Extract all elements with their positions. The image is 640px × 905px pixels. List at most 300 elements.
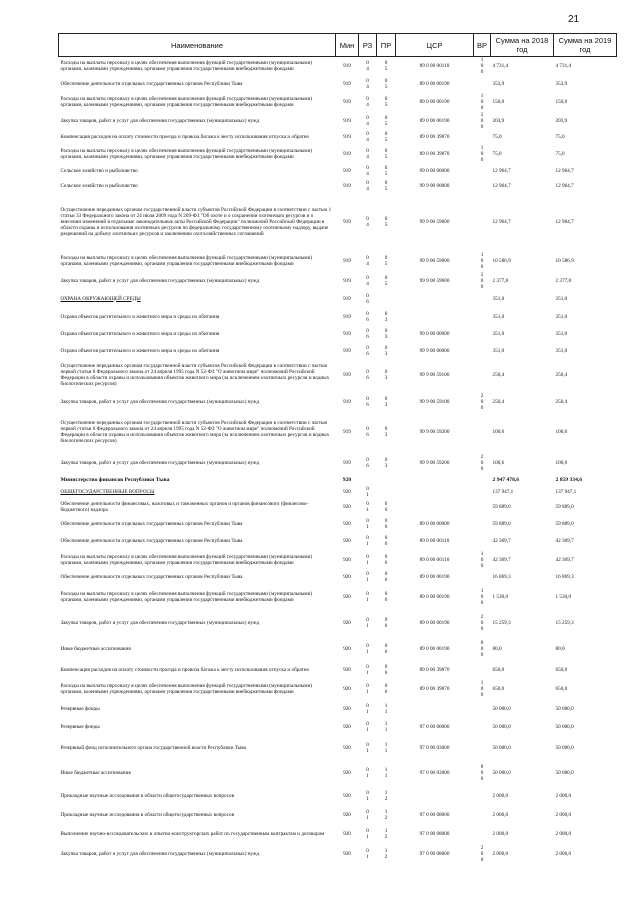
row-pr: 0 6 — [384, 554, 388, 566]
row-sum-2018: 12 964,7 — [492, 183, 511, 189]
row-pr: 0 6 — [384, 571, 388, 583]
row-rz: 0 4 — [366, 215, 369, 228]
table-row — [59, 806, 617, 825]
row-rz: 0 6 — [366, 310, 369, 323]
row-sum-2018: 1 530,0 — [492, 593, 509, 600]
row-name: ОБЩЕГОСУДАРСТВЕННЫЕ ВОПРОСЫ — [60, 489, 155, 495]
row-sum-2018: 100,6 — [492, 428, 505, 435]
row-min: 920 — [343, 504, 351, 510]
row-csr: 89 0 00 39870 — [419, 151, 450, 157]
row-csr: 97 0 00 08000 — [419, 851, 450, 857]
row-vr — [474, 76, 491, 93]
row-vr — [474, 164, 491, 179]
row-sum-2018: 351,0 — [492, 347, 505, 354]
row-name: Расходы на выплаты персоналу в целях обеспечения выполнения функций государственными (муниципальными) органами, казенными учреждениями, органами управления государственными внебюджетными фондами — [60, 148, 313, 160]
row-min: 920 — [343, 574, 351, 580]
row-vr: 2 0 0 — [480, 111, 484, 130]
row-name: Закупка товаров, работ и услуг для обеспечения государственных (муниципальных) нужд — [60, 851, 260, 857]
row-pr: 0 6 — [384, 682, 388, 695]
row-min: 920 — [343, 619, 351, 626]
row-csr — [396, 700, 474, 718]
row-csr: 99 9 00 59200 — [419, 428, 450, 435]
row-csr: 97 0 00 08000 — [419, 830, 450, 837]
row-csr: 97 0 00 08000 — [419, 812, 450, 818]
row-csr — [396, 308, 474, 326]
row-rz: 0 1 — [366, 486, 369, 498]
row-rz: 0 4 — [366, 78, 369, 90]
row-pr: 0 5 — [384, 215, 388, 228]
row-csr: 99 9 00 00000 — [419, 183, 450, 189]
row-sum-2018: 353,9 — [492, 81, 505, 87]
row-sum-2018: 2 947 478,6 — [492, 477, 520, 483]
row-vr: 1 0 0 — [480, 93, 484, 111]
row-csr: 89 0 00 00190 — [419, 117, 450, 124]
row-min: 919 — [343, 134, 351, 140]
row-sum-2018: 16 869,3 — [492, 574, 511, 580]
row-sum-2019: 353,9 — [555, 81, 568, 87]
row-sum-2018: 250,4 — [492, 372, 505, 378]
row-sum-2019: 250,4 — [555, 398, 568, 405]
table-row — [59, 700, 617, 718]
table-row — [59, 179, 617, 194]
row-name: Расходы на выплаты персоналу в целях обеспечения выполнения функций государственными (муниципальными) органами, казенными учреждениями, органами управления государственными внебюджетными фондами — [60, 682, 313, 695]
row-rz: 0 1 — [366, 809, 369, 821]
row-name: Сельское хозяйство и рыболовство — [60, 183, 138, 189]
row-vr — [474, 718, 491, 736]
row-sum-2018: 4 731,4 — [492, 63, 509, 70]
row-vr: 8 0 0 — [480, 763, 484, 782]
row-rz: 0 4 — [366, 254, 369, 267]
row-rz: 0 1 — [366, 642, 369, 655]
row-rz: 0 1 — [366, 720, 369, 733]
row-sum-2018: 137 947,1 — [492, 489, 514, 495]
row-csr — [396, 786, 474, 806]
row-vr — [474, 308, 491, 326]
row-vr — [474, 533, 491, 550]
row-name: Обеспечение деятельности отдельных государственных органов Республики Тыва — [60, 81, 243, 87]
row-vr — [474, 786, 491, 806]
row-vr: 2 0 0 — [480, 845, 484, 863]
row-name: Закупка товаров, работ и услуг для обеспечения государственных (муниципальных) нужд — [60, 117, 260, 124]
table-row — [59, 359, 617, 392]
row-min: 919 — [343, 295, 351, 302]
row-sum-2019: 4 731,4 — [555, 63, 572, 70]
row-sum-2019: 650,0 — [555, 666, 568, 673]
row-sum-2019: 2 000,0 — [555, 812, 572, 818]
row-sum-2018: 50 000,0 — [492, 744, 511, 751]
table-row — [59, 516, 617, 533]
row-pr: 0 5 — [384, 96, 388, 108]
row-sum-2018: 351,0 — [492, 331, 505, 337]
row-vr — [474, 571, 491, 584]
row-sum-2018: 650,0 — [492, 666, 505, 673]
table-row — [59, 290, 617, 308]
row-pr: 0 5 — [384, 148, 388, 160]
row-rz: 0 6 — [366, 395, 369, 408]
row-rz: 0 1 — [366, 848, 369, 860]
row-min: 920 — [343, 769, 351, 776]
row-name: Расходы на выплаты персоналу в целях обеспечения выполнения функций государственными (муниципальными) органами, казенными учреждениями, органами управления государственными внебюджетными фондами — [60, 554, 313, 566]
row-csr: 89 0 00 00190 — [419, 593, 450, 600]
row-min: 919 — [343, 183, 351, 189]
row-rz: 0 4 — [366, 274, 369, 287]
row-vr — [474, 662, 491, 678]
row-name: Закупка товаров, работ и услуг для обеспечения государственных (муниципальных) нужд — [60, 619, 260, 626]
row-rz: 0 4 — [366, 148, 369, 160]
row-vr: 1 0 0 — [480, 551, 484, 569]
row-min: 920 — [343, 593, 351, 600]
row-pr: 1 1 — [384, 766, 388, 779]
row-sum-2019: 100,6 — [555, 428, 568, 435]
row-sum-2019: 1 530,0 — [555, 593, 572, 600]
header-vr: ВР — [474, 34, 491, 57]
row-sum-2019: 12 964,7 — [555, 218, 574, 225]
row-name: Осуществление переданных органам государственной власти субъектов Российской Федерации в соответствии с частью 1 статьи 33 Федерального закона от 24 июля 2009 года N 209-ФЗ "Об охоте и о сохранении охотничьих ресурсов и о внесении изменений в отдельные законодательные акты Российской Федерации" полномочий Российской Федерации в области охраны и использования охотничьих ресурсов по федеральному государственному охотничьему надзору, выдаче разрешений на добычу охотничьих ресурсов и заключению охотхозяйственных соглашений — [60, 206, 332, 237]
row-pr — [377, 486, 396, 499]
table-row — [59, 250, 617, 272]
row-min: 920 — [343, 557, 351, 563]
row-rz: 0 6 — [366, 292, 369, 305]
row-pr: 1 2 — [384, 809, 388, 821]
row-vr: 8 0 0 — [480, 639, 484, 658]
header-sum-2018: Сумма на 2018 год — [491, 34, 554, 57]
table-row — [59, 533, 617, 550]
row-sum-2019: 50 000,0 — [555, 723, 574, 730]
row-csr: 89 0 00 00110 — [419, 63, 450, 70]
row-sum-2019: 50 000,0 — [555, 705, 574, 712]
row-sum-2019: 100,6 — [555, 460, 568, 466]
row-csr: 89 0 00 00110 — [419, 538, 450, 544]
table-row — [59, 843, 617, 866]
row-rz: 0 4 — [366, 165, 369, 177]
row-min: 920 — [343, 851, 351, 857]
row-sum-2018: 80,0 — [492, 645, 502, 652]
row-sum-2019: 150,0 — [555, 99, 568, 105]
row-pr: 0 6 — [384, 642, 388, 655]
row-min: 920 — [343, 521, 351, 527]
table-row — [59, 164, 617, 179]
row-rz: 0 1 — [366, 789, 369, 802]
row-csr: 99 9 00 00000 — [419, 347, 450, 354]
row-csr: 89 0 00 00190 — [419, 574, 450, 580]
row-csr: 89 0 00 00110 — [419, 557, 450, 563]
row-rz: 0 1 — [366, 518, 369, 530]
row-vr — [474, 486, 491, 499]
row-sum-2019: 351,0 — [555, 331, 568, 337]
table-row — [59, 760, 617, 786]
row-rz: 0 6 — [366, 369, 369, 381]
row-rz: 0 1 — [366, 827, 369, 840]
row-pr: 1 2 — [384, 789, 388, 802]
row-name: Сельское хозяйство и рыболовство — [60, 168, 138, 174]
row-pr: 0 5 — [384, 114, 388, 127]
table-row — [59, 678, 617, 700]
row-vr — [474, 194, 491, 250]
row-sum-2019: 2 859 334,6 — [555, 477, 583, 483]
row-rz: 0 6 — [366, 457, 369, 469]
row-sum-2018: 59 889,0 — [492, 504, 511, 510]
row-vr — [474, 343, 491, 359]
row-rz: 0 1 — [366, 501, 369, 513]
table-row — [59, 57, 617, 76]
row-vr: 2 0 0 — [480, 613, 484, 632]
row-pr: 1 2 — [384, 827, 388, 840]
header-name: Наименование — [59, 34, 336, 57]
row-name: Расходы на выплаты персоналу в целях обеспечения выполнения функций государственными (муниципальными) органами, казенными учреждениями, органами управления государственными внебюджетными фондами — [60, 590, 313, 603]
row-name: Прикладные научные исследования в области общегосударственных вопросов — [60, 812, 235, 818]
table-row — [59, 308, 617, 326]
row-vr: 1 0 0 — [480, 679, 484, 698]
table-row — [59, 486, 617, 499]
row-vr: 1 0 0 — [480, 251, 484, 270]
row-pr: 0 3 — [384, 328, 388, 340]
row-csr: 97 0 00 00000 — [419, 723, 450, 730]
row-min: 919 — [343, 372, 351, 378]
row-name: Охрана объектов растительного и животного мира и среды их обитания — [60, 313, 220, 320]
row-name: Охрана объектов растительного и животного мира и среды их обитания — [60, 347, 220, 354]
row-pr: 1 1 — [384, 741, 388, 754]
table-row — [59, 610, 617, 636]
row-rz: 0 1 — [366, 682, 369, 695]
row-sum-2018: 351,0 — [492, 313, 505, 320]
row-sum-2019: 2 377,8 — [555, 277, 572, 284]
row-name: Резервные фонды — [60, 723, 100, 730]
table-row — [59, 392, 617, 412]
table-row — [59, 571, 617, 584]
row-sum-2018: 42 369,7 — [492, 538, 511, 544]
row-vr — [474, 736, 491, 760]
row-min: 920 — [343, 645, 351, 652]
row-sum-2018: 15 259,3 — [492, 619, 511, 626]
row-sum-2018: 2 000,0 — [492, 792, 509, 799]
row-csr: 99 9 00 59600 — [419, 277, 450, 284]
row-pr: 0 5 — [384, 60, 388, 73]
row-name: Закупка товаров, работ и услуг для обеспечения государственных (муниципальных) нужд — [60, 460, 260, 466]
row-sum-2018: 75,0 — [492, 151, 502, 157]
row-sum-2019: 50 000,0 — [555, 769, 574, 776]
row-csr: 89 0 00 00190 — [419, 645, 450, 652]
row-sum-2018: 100,6 — [492, 460, 505, 466]
row-csr: 89 0 00 00190 — [419, 619, 450, 626]
row-csr: 99 9 00 59600 — [419, 218, 450, 225]
row-pr: 0 5 — [384, 131, 388, 143]
row-rz: 0 1 — [366, 571, 369, 583]
row-rz: 0 1 — [366, 535, 369, 547]
row-name: Прикладные научные исследования в области общегосударственных вопросов — [60, 792, 235, 799]
row-rz — [359, 475, 377, 486]
row-min: 919 — [343, 313, 351, 320]
row-sum-2019: 59 889,0 — [555, 521, 574, 527]
row-rz: 0 4 — [366, 60, 369, 73]
row-pr: 0 6 — [384, 590, 388, 603]
row-rz: 0 4 — [366, 180, 369, 192]
row-vr — [474, 806, 491, 825]
row-sum-2018: 2 000,0 — [492, 830, 509, 837]
row-csr — [396, 499, 474, 516]
row-pr: 0 6 — [384, 535, 388, 547]
table-row — [59, 145, 617, 164]
table-row — [59, 550, 617, 571]
row-name: Министерство финансов Республики Тыва — [60, 477, 170, 483]
row-sum-2019: 42 369,7 — [555, 538, 574, 544]
row-vr: 2 0 0 — [480, 392, 484, 411]
table-row — [59, 718, 617, 736]
table-row — [59, 412, 617, 452]
row-rz: 0 1 — [366, 663, 369, 676]
row-name: Резервные фонды — [60, 705, 100, 712]
row-sum-2019: 75,0 — [555, 134, 565, 140]
row-csr: 89 0 00 00000 — [419, 521, 450, 527]
row-min: 919 — [343, 277, 351, 284]
row-sum-2018: 351,0 — [492, 295, 505, 302]
row-sum-2019: 650,0 — [555, 685, 568, 692]
row-sum-2018: 12 964,7 — [492, 168, 511, 174]
row-sum-2018: 203,9 — [492, 117, 505, 124]
row-pr: 1 2 — [384, 848, 388, 860]
row-name: Закупка товаров, работ и услуг для обеспечения государственных (муниципальных) нужд — [60, 398, 260, 405]
row-vr — [474, 516, 491, 533]
row-rz: 0 1 — [366, 702, 369, 715]
header-pr: ПР — [377, 34, 396, 57]
row-min: 920 — [342, 477, 352, 483]
row-csr: 89 0 00 00190 — [419, 81, 450, 87]
row-pr: 0 5 — [384, 180, 388, 192]
row-name: Обеспечение деятельности отдельных государственных органов Республики Тыва — [60, 538, 243, 544]
table-row — [59, 825, 617, 843]
row-name: Выполнение научно-исследовательских и опытно-конструкторских работ по государственным контрактам и договорам — [60, 830, 325, 837]
row-sum-2019: 16 869,3 — [555, 574, 574, 580]
row-pr: 0 3 — [384, 310, 388, 323]
header-csr: ЦСР — [396, 34, 474, 57]
row-min: 920 — [343, 792, 351, 799]
row-rz: 0 4 — [366, 114, 369, 127]
row-sum-2019: 42 369,7 — [555, 557, 574, 563]
row-vr — [474, 326, 491, 343]
row-sum-2018: 42 369,7 — [492, 557, 511, 563]
row-vr: 1 0 0 — [480, 57, 484, 76]
row-pr: 0 6 — [384, 518, 388, 530]
table-row — [59, 736, 617, 760]
header-rz: РЗ — [359, 34, 377, 57]
row-sum-2019: 80,0 — [555, 645, 565, 652]
row-min: 919 — [343, 81, 351, 87]
row-vr — [474, 825, 491, 843]
row-pr: 0 5 — [384, 165, 388, 177]
row-min: 920 — [343, 538, 351, 544]
row-sum-2019: 50 000,0 — [555, 744, 574, 751]
row-csr — [396, 486, 474, 499]
row-vr — [474, 700, 491, 718]
row-pr: 0 5 — [384, 254, 388, 267]
table-row — [59, 272, 617, 290]
row-sum-2018: 2 000,0 — [492, 812, 509, 818]
row-vr — [474, 359, 491, 392]
row-sum-2019: 137 947,1 — [555, 489, 577, 495]
row-pr — [377, 290, 396, 308]
row-name: Обеспечение деятельности отдельных государственных органов Республики Тыва — [60, 574, 243, 580]
row-min: 919 — [343, 117, 351, 124]
row-vr — [474, 290, 491, 308]
row-sum-2019: 351,0 — [555, 347, 568, 354]
row-sum-2019: 12 964,7 — [555, 183, 574, 189]
row-sum-2019: 250,4 — [555, 372, 568, 378]
row-sum-2019: 10 586,9 — [555, 257, 574, 264]
table-header-row — [59, 34, 617, 57]
row-rz: 0 1 — [366, 616, 369, 629]
row-pr: 0 3 — [384, 425, 388, 438]
row-pr: 0 6 — [384, 663, 388, 676]
row-csr: 99 9 00 59200 — [419, 460, 450, 466]
row-min: 919 — [343, 151, 351, 157]
row-min: 919 — [343, 257, 351, 264]
table-row — [59, 475, 617, 486]
row-name: Обеспечение деятельности отдельных государственных органов Республики Тыва — [60, 521, 243, 527]
row-sum-2018: 2 000,0 — [492, 851, 509, 857]
row-pr: 0 6 — [384, 501, 388, 513]
row-pr: 0 5 — [384, 274, 388, 287]
row-min: 919 — [343, 99, 351, 105]
row-min: 920 — [343, 744, 351, 751]
table-row — [59, 452, 617, 475]
row-name: Охрана объектов растительного и животного мира и среды их обитания — [60, 331, 220, 337]
row-name: Резервный фонд исполнительного органа государственной власти Республики Тыва — [60, 744, 246, 751]
row-pr: 0 6 — [384, 616, 388, 629]
table-row — [59, 112, 617, 130]
row-pr: 0 5 — [384, 78, 388, 90]
row-name: Расходы на выплаты персоналу в целях обеспечения выполнения функций государственными (муниципальными) органами, казенными учреждениями, органами управления государственными внебюджетными фондами — [60, 254, 313, 267]
row-min: 919 — [343, 63, 351, 70]
row-name: Компенсация расходов на оплату стоимости проезда и провоза багажа к месту использования отпуска и обратно — [60, 134, 310, 140]
row-csr: 89 0 00 39870 — [419, 685, 450, 692]
row-rz: 0 1 — [366, 554, 369, 566]
row-vr — [474, 499, 491, 516]
row-csr: 99 9 00 59100 — [419, 398, 450, 405]
row-csr: 89 0 00 39870 — [419, 666, 450, 673]
table-row — [59, 130, 617, 145]
table-row — [59, 499, 617, 516]
page-number: 21 — [568, 14, 580, 25]
row-min: 919 — [343, 331, 351, 337]
row-pr: 0 3 — [384, 395, 388, 408]
row-sum-2019: 2 000,0 — [555, 851, 572, 857]
row-min: 919 — [343, 347, 351, 354]
row-sum-2019: 59 889,0 — [555, 504, 574, 510]
row-sum-2019: 15 259,3 — [555, 619, 574, 626]
row-sum-2018: 10 586,9 — [492, 257, 511, 264]
row-sum-2019: 203,9 — [555, 117, 568, 124]
row-name: Обеспечение деятельности финансовых, налоговых и таможенных органов и органов финансового (финансово-бюджетного) надзора — [60, 501, 309, 513]
row-vr — [474, 412, 491, 452]
row-sum-2018: 75,0 — [492, 134, 502, 140]
row-rz: 0 6 — [366, 328, 369, 340]
budget-table — [58, 33, 617, 866]
row-min: 920 — [343, 666, 351, 673]
row-csr: 99 9 00 59600 — [419, 257, 450, 264]
row-name: Осуществление переданных органам государственной власти субъектов Российской Федерации в соответствии с частью первой статьи 6 Федерального закона от 24 апреля 1995 года N 52-ФЗ "О животном мире" полномочий Российской Федерации в области охраны и использования объектов животного мира (за исключением охотничьих ресурсов и водных биологических ресурсов) — [60, 419, 330, 444]
row-csr: 89 0 00 39870 — [419, 134, 450, 140]
row-csr: 99 0 00 00000 — [419, 331, 450, 337]
row-sum-2018: 650,0 — [492, 685, 505, 692]
row-csr — [396, 475, 474, 486]
row-csr: 97 0 00 03000 — [419, 769, 450, 776]
row-min: 919 — [343, 218, 351, 225]
row-sum-2019: 2 000,0 — [555, 792, 572, 799]
table-row — [59, 194, 617, 250]
row-vr — [474, 475, 491, 486]
row-sum-2018: 59 889,0 — [492, 521, 511, 527]
row-csr: 97 0 00 03000 — [419, 744, 450, 751]
row-min: 919 — [343, 398, 351, 405]
